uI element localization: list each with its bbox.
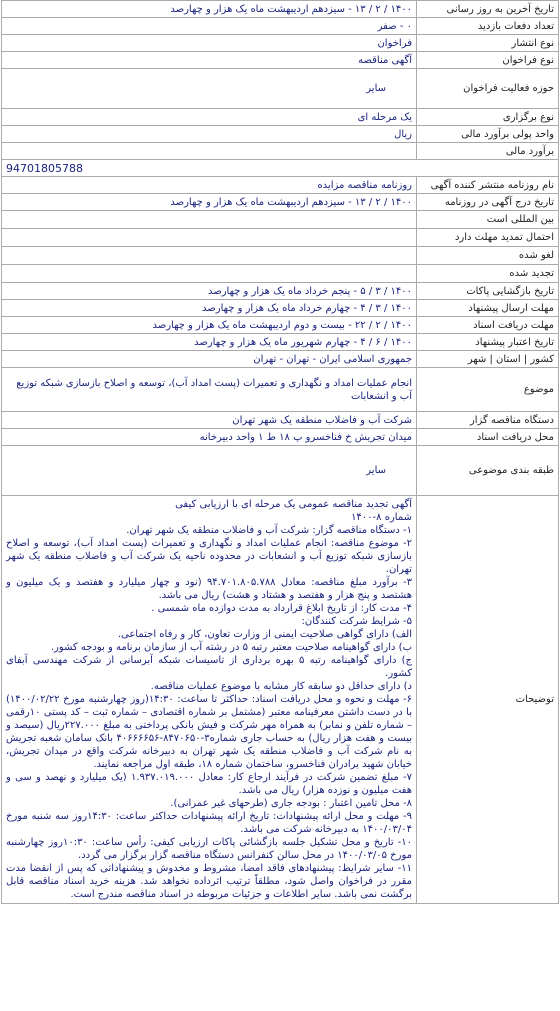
row-holding-type: [2, 109, 559, 126]
value: سایر: [2, 446, 417, 496]
value: انجام عملیات امداد و نگهداری و تعمیرات (پست امداد آب)، توسعه و اصلاح بازسازی شبکه توزیع آب و انشعابات: [2, 368, 417, 412]
label: کشور | استان | شهر: [417, 351, 559, 368]
desc-paragraph: آگهی تجدید مناقصه عمومی یک مرحله ای با ارزیابی کیفی: [175, 499, 412, 510]
row-newspaper-date: [2, 194, 559, 211]
row-estimate: [2, 143, 559, 160]
label: لغو شده: [417, 247, 559, 265]
row-activity-field: [2, 69, 559, 109]
desc-paragraph: ب) دارای گواهینامه صلاحیت معتبر رتبه ۵ در رشته آب از سازمان برنامه و بودجه کشور.: [50, 642, 412, 653]
label: نام روزنامه منتشر کننده آگهی: [417, 177, 559, 194]
row-publish-type: [2, 35, 559, 52]
value: ۱۴۰۰ / ۳ / ۴ - چهارم خرداد ماه یک هزار و چهارصد: [2, 300, 417, 317]
row-currency: [2, 126, 559, 143]
description-body: [2, 496, 417, 904]
row-extension: [2, 229, 559, 247]
row-organizer: [2, 412, 559, 429]
row-location: [2, 351, 559, 368]
value: جمهوری اسلامی ایران - تهران - تهران: [2, 351, 417, 368]
value: ۱۴۰۰ / ۲ / ۱۳ - سیزدهم اردیبهشت ماه یک هزار و چهارصد: [2, 1, 417, 18]
label: تاریخ بازگشایی پاکات: [417, 283, 559, 300]
value: ۱۴۰۰ / ۲ / ۲۲ - بیست و دوم اردیبهشت ماه یک هزار و چهارصد: [2, 317, 417, 334]
desc-paragraph: ۷- مبلغ تضمین شرکت در فرآیند ارجاع کار: معادل ۱.۹۳۷.۰۱۹.۰۰۰ (یک میلیارد و نهصد و سی و هفت میلیون و نوزده هزار) ریال می باشد.: [6, 772, 412, 796]
value: [2, 265, 417, 283]
value: [2, 143, 417, 160]
value: ۰ - صفر: [2, 18, 417, 35]
label: واحد پولی برآورد مالی: [417, 126, 559, 143]
row-call-type: [2, 52, 559, 69]
label: مهلت دریافت اسناد: [417, 317, 559, 334]
label: بین المللی است: [417, 211, 559, 229]
row-description: [2, 496, 559, 904]
desc-paragraph: ۹- مهلت و محل ارائه پیشنهادات: تاریخ ارائه پیشنهادات حداکثر ساعت: ۱۴:۳۰روز سه شنبه مورخ ۱۴۰۰/۰۳/۰۴ به دبیرخانه شرکت می باشد.: [6, 811, 412, 835]
value: آگهی مناقصه: [2, 52, 417, 69]
label: موضوع: [417, 368, 559, 412]
value: [2, 211, 417, 229]
value: سایر: [2, 69, 417, 109]
desc-paragraph: ۴- مدت کار: از تاریخ ابلاغ قرارداد به مدت دوازده ماه شمسی .: [151, 603, 412, 614]
row-renewed: [2, 265, 559, 283]
desc-paragraph: ۲- موضوع مناقصه: انجام عملیات امداد و نگهداری و تعمیرات (پست امداد آب)، توسعه و اصلاح بازسازی شبکه توزیع آب و انشعابات در محدوده ناحیه یک شرکت آب و فاضلاب منطقه یک شهر تهران.: [6, 538, 412, 575]
label: نوع برگزاری: [417, 109, 559, 126]
row-visits: [2, 18, 559, 35]
label: طبقه بندی موضوعی: [417, 446, 559, 496]
row-last-update: [2, 1, 559, 18]
desc-paragraph: ۱۱- سایر شرایط: پیشنهادهای فاقد امضا، مشروط و مخدوش و پیشنهاداتی که پس از انقضا مدت مقرر در فراخوان واصل شود، مطلقاً ترتیب اثرداده نخواهد شد. هزینه خرید اسناد مناقصه قابل برگشت نمی باشد. سایر اطلاعات و جزئیات مربوطه در اسناد مناقصه مندرج است.: [6, 863, 412, 900]
desc-paragraph: ۸- محل تامین اعتبار : بودجه جاری (طرحهای غیر عمرانی).: [170, 798, 412, 809]
desc-paragraph: الف) دارای گواهی صلاحیت ایمنی از وزارت تعاون، کار و رفاه اجتماعی.: [117, 629, 412, 640]
label: تاریخ اعتبار پیشنهاد: [417, 334, 559, 351]
value: ریال: [2, 126, 417, 143]
value: یک مرحله ای: [2, 109, 417, 126]
label: تجدید شده: [417, 265, 559, 283]
label: محل دریافت اسناد: [417, 429, 559, 446]
label: برآورد مالی: [417, 143, 559, 160]
value: شرکت آب و فاضلاب منطقه یک شهر تهران: [2, 412, 417, 429]
row-docs-deadline: [2, 317, 559, 334]
value: ۱۴۰۰ / ۳ / ۵ - پنجم خرداد ماه یک هزار و چهارصد: [2, 283, 417, 300]
tender-info-table: [1, 0, 559, 904]
row-cancelled: [2, 247, 559, 265]
desc-paragraph: شماره ۸-۱۴۰۰: [351, 512, 412, 523]
row-classification: [2, 446, 559, 496]
row-validity-date: [2, 334, 559, 351]
desc-paragraph: د) دارای حداقل دو سابقه کار مشابه با موضوع عملیات مناقصه.: [150, 681, 412, 692]
row-subject: [2, 368, 559, 412]
label: توضیحات: [417, 496, 559, 904]
row-international: [2, 211, 559, 229]
value: میدان تجریش خ فناخسرو پ ۱۸ ط ۱ واحد دبیرخانه: [2, 429, 417, 446]
desc-paragraph: ۱۰- تاریخ و محل تشکیل جلسه بازگشائی پاکات ارزیابی کیفی: رأس ساعت: ۱۰:۳۰روز چهارشنبه مورخ ۱۴۰۰/۰۳/۰۵ در محل سالن کنفرانس دستگاه مناقصه گزار برگزار می گردد.: [6, 837, 412, 861]
label: مهلت ارسال پیشنهاد: [417, 300, 559, 317]
desc-paragraph: ۵- شرایط شرکت کنندگان:: [301, 616, 412, 627]
desc-paragraph: ۶- مهلت و نحوه و محل دریافت اسناد: حداکثر تا ساعت: ۱۴:۳۰(روز چهارشنبه مورخ ۱۴۰۰/۰۲/۲۲) با در دست داشتن معرفینامه معتبر (مشتمل بر شماره اقتصادی – شماره ثبت – کد پستی ۱۰رقمی – شماره تلفن و نمابر) به همراه مهر شرکت و فیش بانکی پرداختی به مبلغ ۲۲۷.۰۰۰ریال (سیصد و بیست و هفت هزار ریال) به حساب جاری شماره۳-۸۴۷۰۶۵۰-۴۰۶۶۶۶۵۶ بانک سامان شعبه تجریش به نام شرکت آب و فاضلاب منطقه یک شهر تهران به دبیرخانه شرکت واقع در میدان تجریش، خیابان شهید برادران فناخسرو، ساختمان شماره ۱۸، طبقه اول مراجعه نمایند.: [6, 694, 413, 770]
value: ۱۴۰۰ / ۲ / ۱۳ - سیزدهم اردیبهشت ماه یک هزار و چهارصد: [2, 194, 417, 211]
label: تاریخ درج آگهی در روزنامه: [417, 194, 559, 211]
label: تاریخ آخرین به روز رسانی: [417, 1, 559, 18]
desc-paragraph: ۳- برآورد مبلغ مناقصه: معادل ۹۴.۷۰۱.۸۰۵.۷۸۸ (نود و چهار میلیارد و هفتصد و یک میلیون و هشتصد و پنج هزار و هفتصد و هشتاد و هشت) ریال می باشد.: [6, 577, 412, 601]
value: فراخوان: [2, 35, 417, 52]
value: [2, 247, 417, 265]
desc-paragraph: ج) دارای گواهینامه رتبه ۵ بهره برداری از تاسیسات شبکه آبرسانی از شرکت مهندسی آبفای کشور.: [6, 655, 412, 679]
estimate-amount: 94701805788: [2, 160, 559, 177]
value: ۱۴۰۰ / ۶ / ۴ - چهارم شهریور ماه یک هزار و چهارصد: [2, 334, 417, 351]
row-newspaper: [2, 177, 559, 194]
desc-paragraph: ۱- دستگاه مناقصه گزار: شرکت آب و فاضلاب منطقه یک شهر تهران.: [126, 525, 412, 536]
row-submit-deadline: [2, 300, 559, 317]
row-docs-address: [2, 429, 559, 446]
label: حوزه فعالیت فراخوان: [417, 69, 559, 109]
label: احتمال تمدید مهلت دارد: [417, 229, 559, 247]
row-estimate-amount: [2, 160, 559, 177]
label: نوع انتشار: [417, 35, 559, 52]
row-opening-date: [2, 283, 559, 300]
label: نوع فراخوان: [417, 52, 559, 69]
label: دستگاه مناقصه گزار: [417, 412, 559, 429]
value: روزنامه مناقصه مزایده: [2, 177, 417, 194]
label: تعداد دفعات بازدید: [417, 18, 559, 35]
value: [2, 229, 417, 247]
